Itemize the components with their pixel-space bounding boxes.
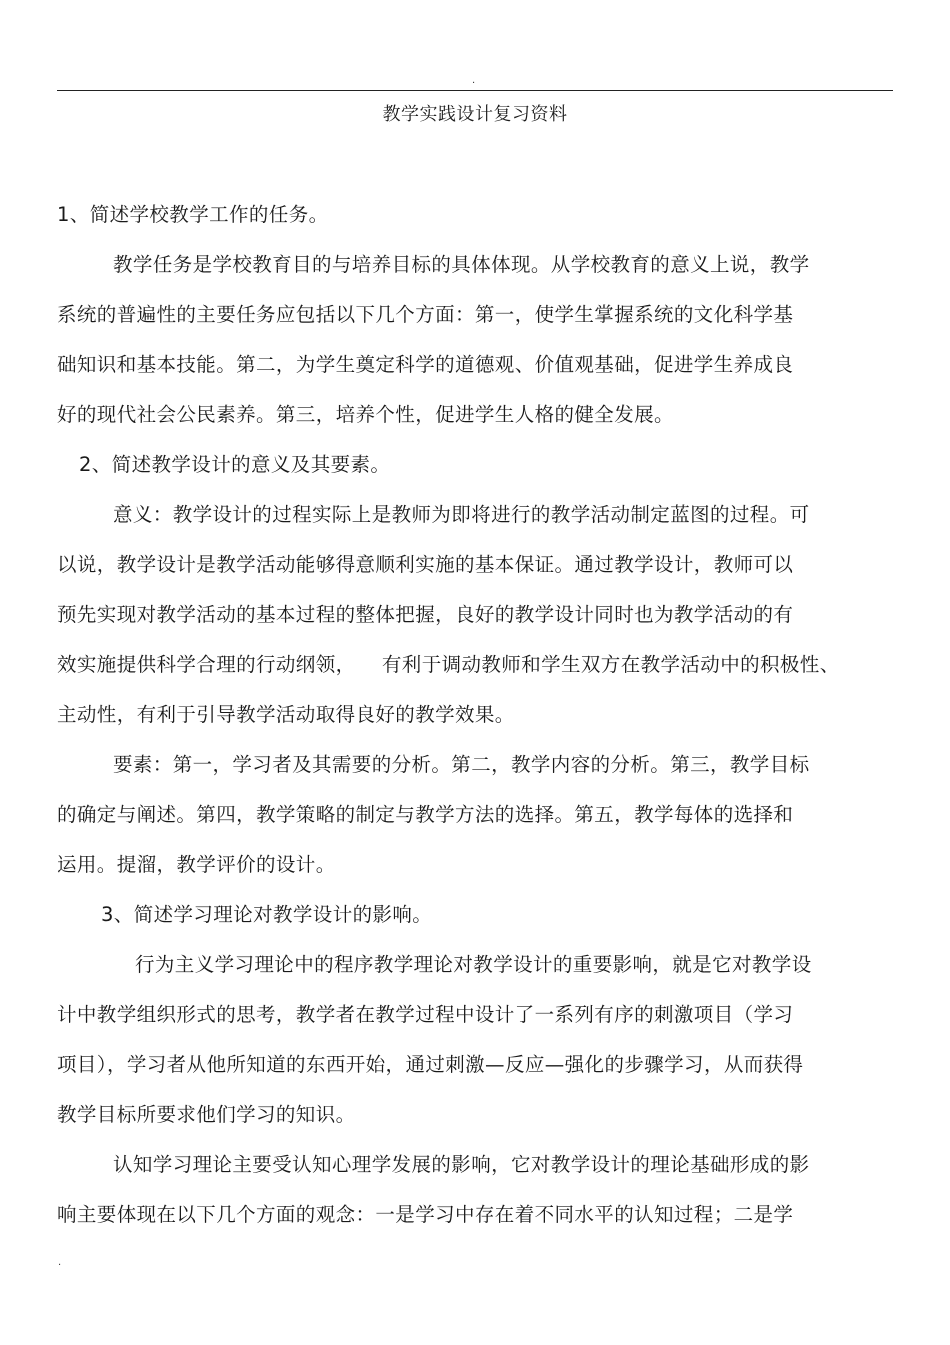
paragraph-line: 的确定与阐述。第四，教学策略的制定与教学方法的选择。第五，教学每体的选择和 <box>57 803 794 826</box>
paragraph-line: 础知识和基本技能。第二，为学生奠定科学的道德观、价值观基础，促进学生养成良 <box>57 353 794 376</box>
paragraph-line: 系统的普遍性的主要任务应包括以下几个方面：第一，使学生掌握系统的文化科学基 <box>57 303 794 326</box>
header-dot: . <box>472 75 476 86</box>
paragraph-line: 运用。提溜，教学评价的设计。 <box>57 853 336 876</box>
page-title: 教学实践设计复习资料 <box>382 104 568 125</box>
paragraph-line: 行为主义学习理论中的程序教学理论对教学设计的重要影响，就是它对教学设 <box>135 953 812 976</box>
paragraph-line: 以说，教学设计是教学活动能够得意顺利实施的基本保证。通过教学设计，教师可以 <box>57 553 794 576</box>
paragraph-line: 预先实现对教学活动的基本过程的整体把握，良好的教学设计同时也为教学活动的有 <box>57 603 794 626</box>
paragraph-line: 教学目标所要求他们学习的知识。 <box>57 1103 356 1126</box>
footer-dot: . <box>58 1257 62 1268</box>
paragraph-line: 主动性，有利于引导教学活动取得良好的教学效果。 <box>57 703 515 726</box>
paragraph-line: 项目），学习者从他所知道的东西开始，通过刺激—反应—强化的步骤学习，从而获得 <box>57 1053 804 1076</box>
document-body <box>57 200 887 1250</box>
header-rule <box>57 90 893 91</box>
paragraph-line: 教学任务是学校教育目的与培养目标的具体体现。从学校教育的意义上说，教学 <box>113 253 810 276</box>
question-heading: 2、简述教学设计的意义及其要素。 <box>79 453 391 476</box>
paragraph-line: 认知学习理论主要受认知心理学发展的影响，它对教学设计的理论基础形成的影 <box>113 1153 810 1176</box>
question-heading: 1、简述学校教学工作的任务。 <box>57 203 329 226</box>
question-heading: 3、简述学习理论对教学设计的影响。 <box>101 903 433 926</box>
paragraph-line: 意义：教学设计的过程实际上是教师为即将进行的教学活动制定蓝图的过程。可 <box>113 503 810 526</box>
paragraph-line: 要素：第一，学习者及其需要的分析。第二，教学内容的分析。第三，教学目标 <box>113 753 810 776</box>
paragraph-line: 效实施提供科学合理的行动纲领， 有利于调动教师和学生双方在教学活动中的积极性、 <box>57 653 840 676</box>
paragraph-line: 计中教学组织形式的思考，教学者在教学过程中设计了一系列有序的刺激项目（学习 <box>57 1003 794 1026</box>
paragraph-line: 好的现代社会公民素养。第三，培养个性，促进学生人格的健全发展。 <box>57 403 674 426</box>
paragraph-line: 响主要体现在以下几个方面的观念：一是学习中存在着不同水平的认知过程；二是学 <box>57 1203 794 1226</box>
